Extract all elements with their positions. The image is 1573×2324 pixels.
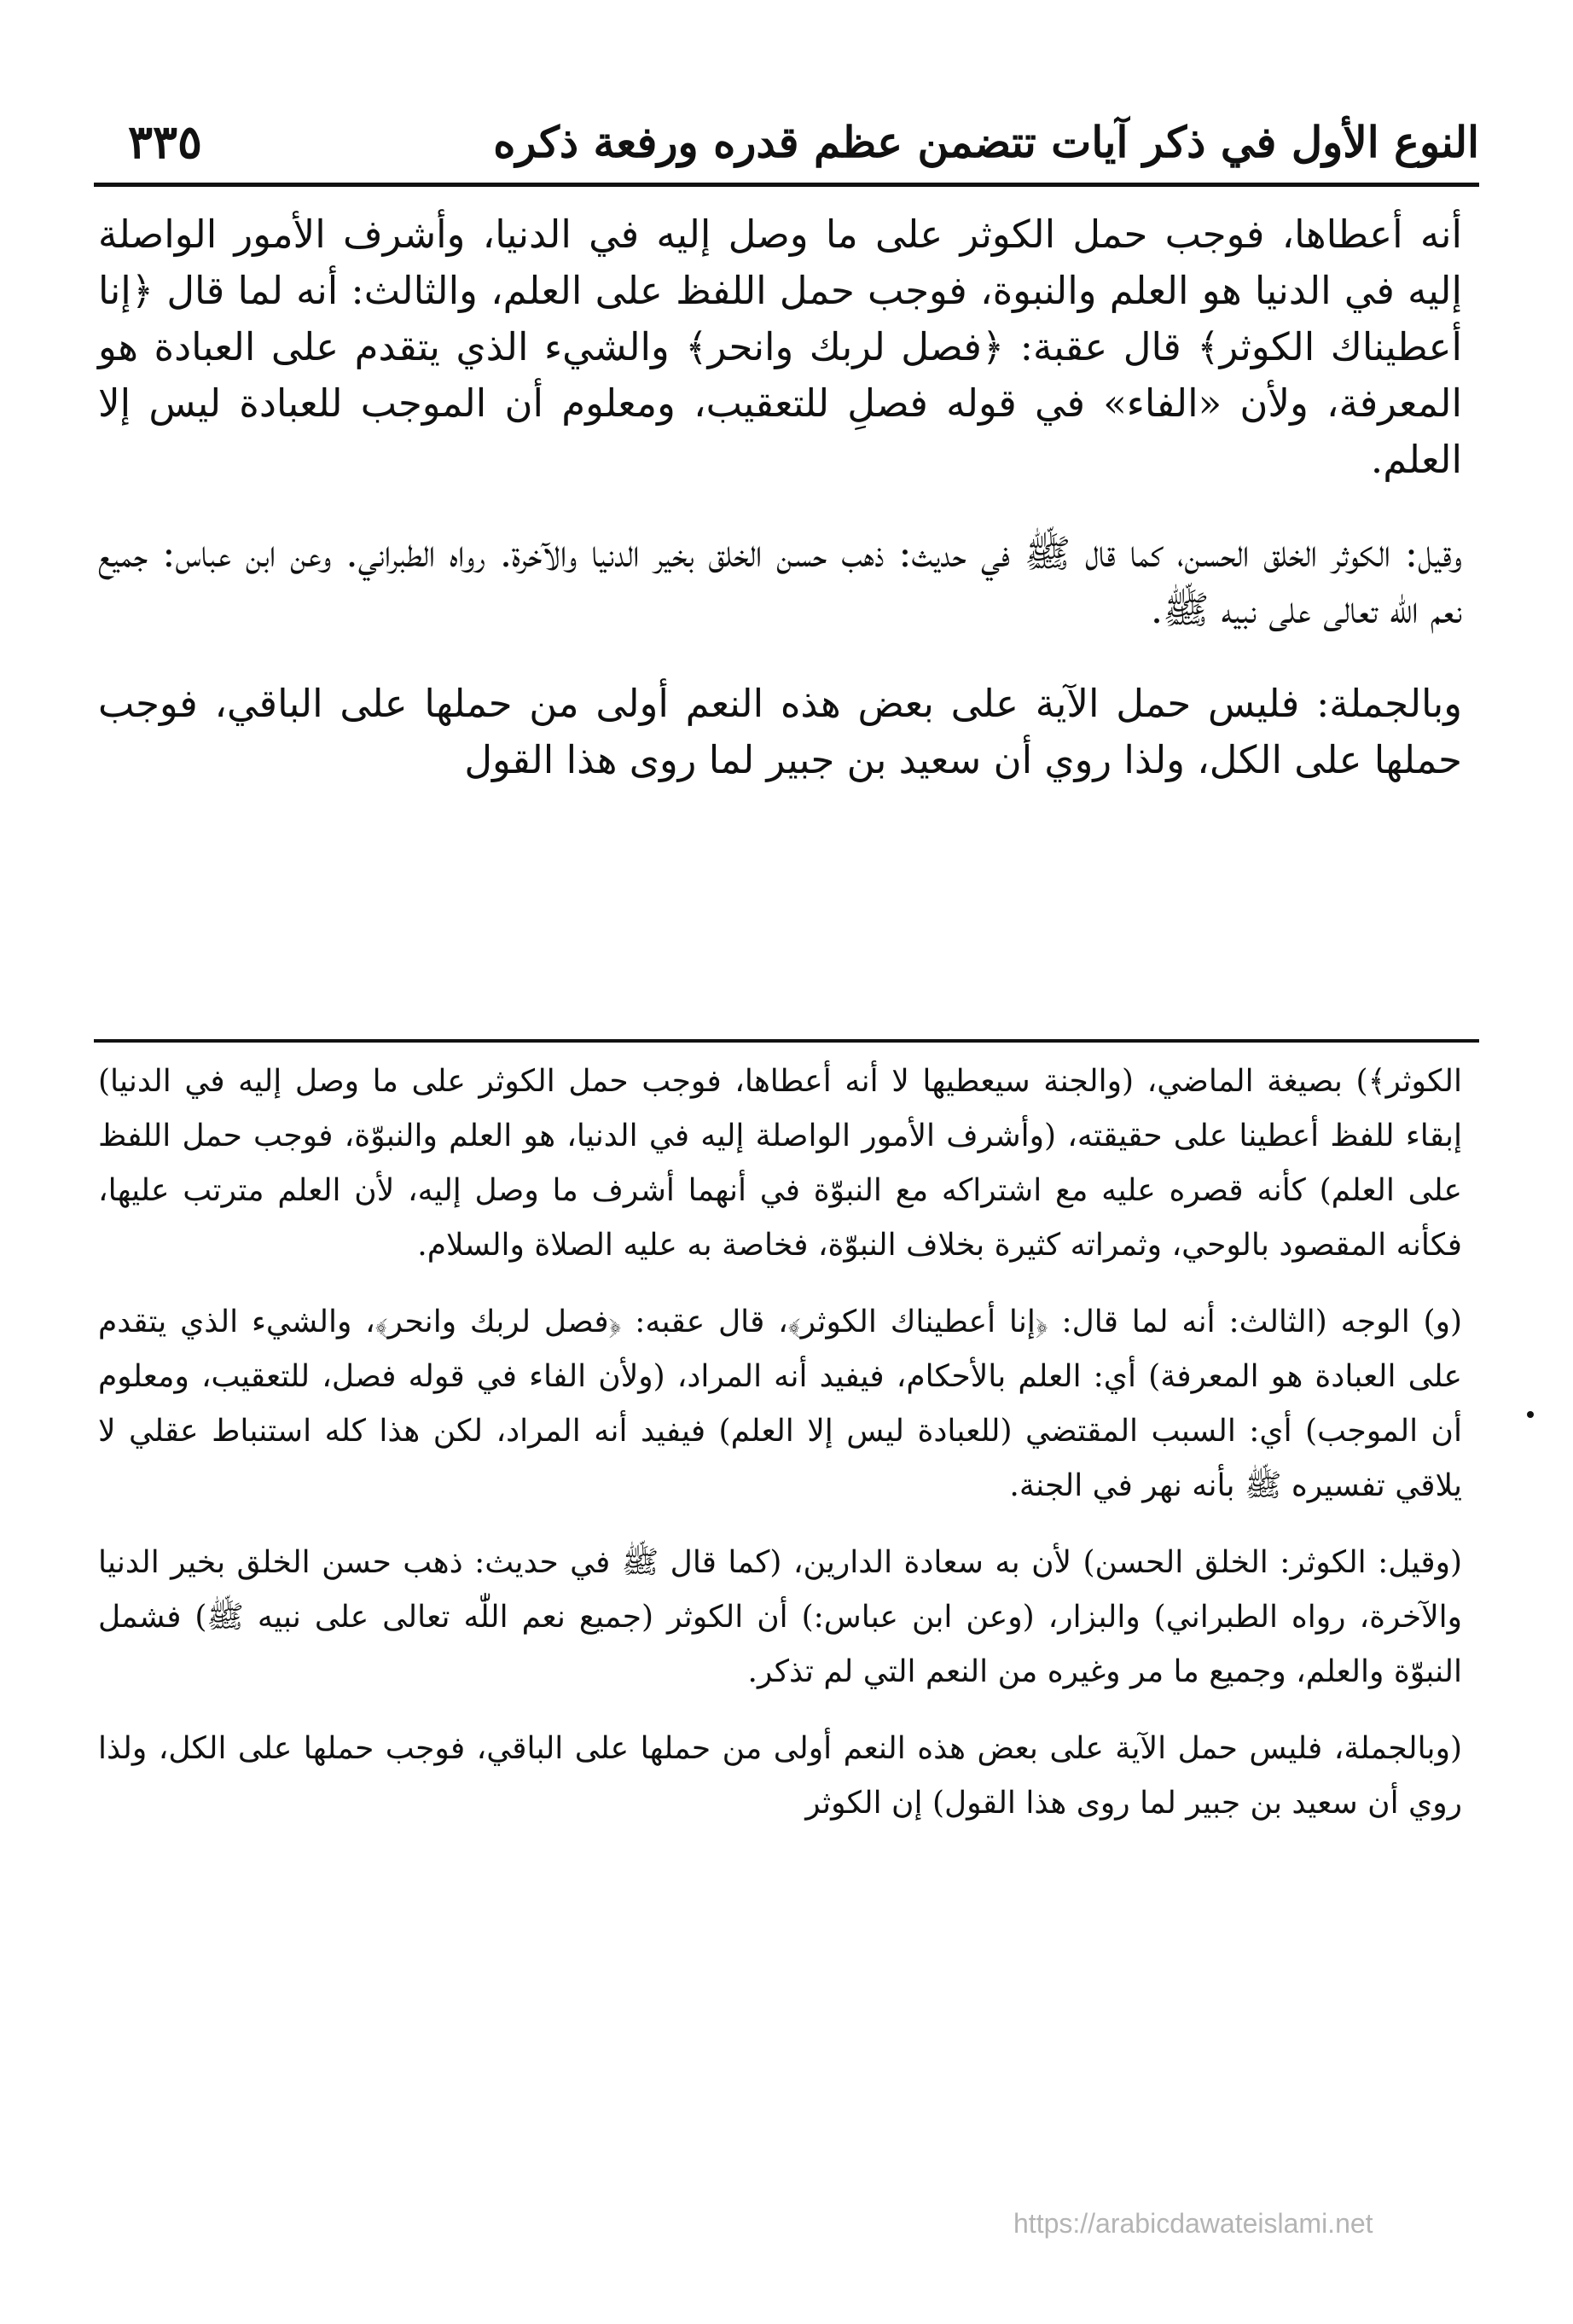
commentary-text [98,1055,1462,1853]
commentary-paragraph: (و) الوجه (الثالث: أنه لما قال: ﴿إنا أعطيناك الكوثر﴾، قال عقبه: ﴿فصل لربك وانحر﴾، والشيء الذي يتقدم على العبادة هو المعرفة) أي: العلم بالأحكام، فيفيد أنه المراد، (ولأن الفاء في قوله فصل، للتعقيب، ومعلوم أن الموجب) أي: السبب المقتضي (للعبادة ليس إلا العلم) فيفيد أنه المراد، لكن هذا كله استنباط عقلي لا يلاقي تفسيره ﷺ بأنه نهر في الجنة. [98,1304,1463,1503]
commentary-divider [94,1039,1479,1043]
commentary-paragraph: الكوثر﴾) بصيغة الماضي، (والجنة سيعطيها لا أنه أعطاها، فوجب حمل الكوثر على ما وصل إليه في الدنيا) إبقاء للفظ أعطينا على حقيقته، (وأشرف الأمور الواصلة إليه في الدنيا، هو العلم والنبوّة، فوجب حمل اللفظ على العلم) كأنه قصره عليه مع اشتراكه مع النبوّة في أنهما أشرف ما وصل إليه، لأن العلم مترتب عليها، فكأنه المقصود بالوحي، وثمراته كثيرة بخلاف النبوّة، فخاصة به عليه الصلاة والسلام. [98,1064,1462,1263]
main-paragraph: وبالجملة: فليس حمل الآية على بعض هذه النعم أولى من حملها على الباقي، فوجب حملها على الكل، ولذا روي أن سعيد بن جبير لما روى هذا القول [98,681,1462,782]
main-text [98,206,1462,826]
main-paragraph: أنه أعطاها، فوجب حمل الكوثر على ما وصل إليه في الدنيا، وأشرف الأمور الواصلة إليه في الدنيا هو العلم والنبوة، فوجب حمل اللفظ على العلم، والثالث: أنه لما قال ﴿إنا أعطيناك الكوثر﴾ قال عقبة: ﴿فصل لربك وانحر﴾ والشيء الذي يتقدم على العبادة هو المعرفة، ولأن «الفاء» في قوله فصلِ للتعقيب، ومعلوم أن الموجب للعبادة ليس إلا العلم. [98,212,1462,482]
watermark-url: https://arabicdawateislami.net [1013,2208,1373,2239]
page-number: ٣٣٥ [128,114,203,169]
header-title: النوع الأول في ذكر آيات تتضمن عظم قدره ورفعة ذكره [493,116,1479,167]
commentary-paragraph: (وقيل: الكوثر: الخلق الحسن) لأن به سعادة الدارين، (كما قال ﷺ في حديث: ذهب حسن الخلق بخير الدنيا والآخرة، رواه الطبراني) والبزار، (وعن ابن عباس:) أن الكوثر (جميع نعم اللّٰه تعالى على نبيه ﷺ) فشمل النبوّة والعلم، وجميع ما مر وغيره من النعم التي لم تذكر. [98,1545,1462,1689]
commentary-paragraph: (وبالجملة، فليس حمل الآية على بعض هذه النعم أولى من حملها على الباقي، فوجب حملها على الكل، ولذا روي أن سعيد بن جبير لما روى هذا القول) إن الكوثر [98,1731,1462,1821]
running-header [128,101,1479,183]
header-rule [94,183,1479,187]
main-paragraph: وقيل: الكوثر الخلق الحسن، كما قال ﷺ في حديث: ذهب حسن الخلق بخير الدنيا والآخرة. رواه الطبراني. وعن ابن عباس: جميع نعم اللّٰه تعالى على نبيه ﷺ. [98,531,1462,632]
margin-dot [1527,1411,1534,1418]
